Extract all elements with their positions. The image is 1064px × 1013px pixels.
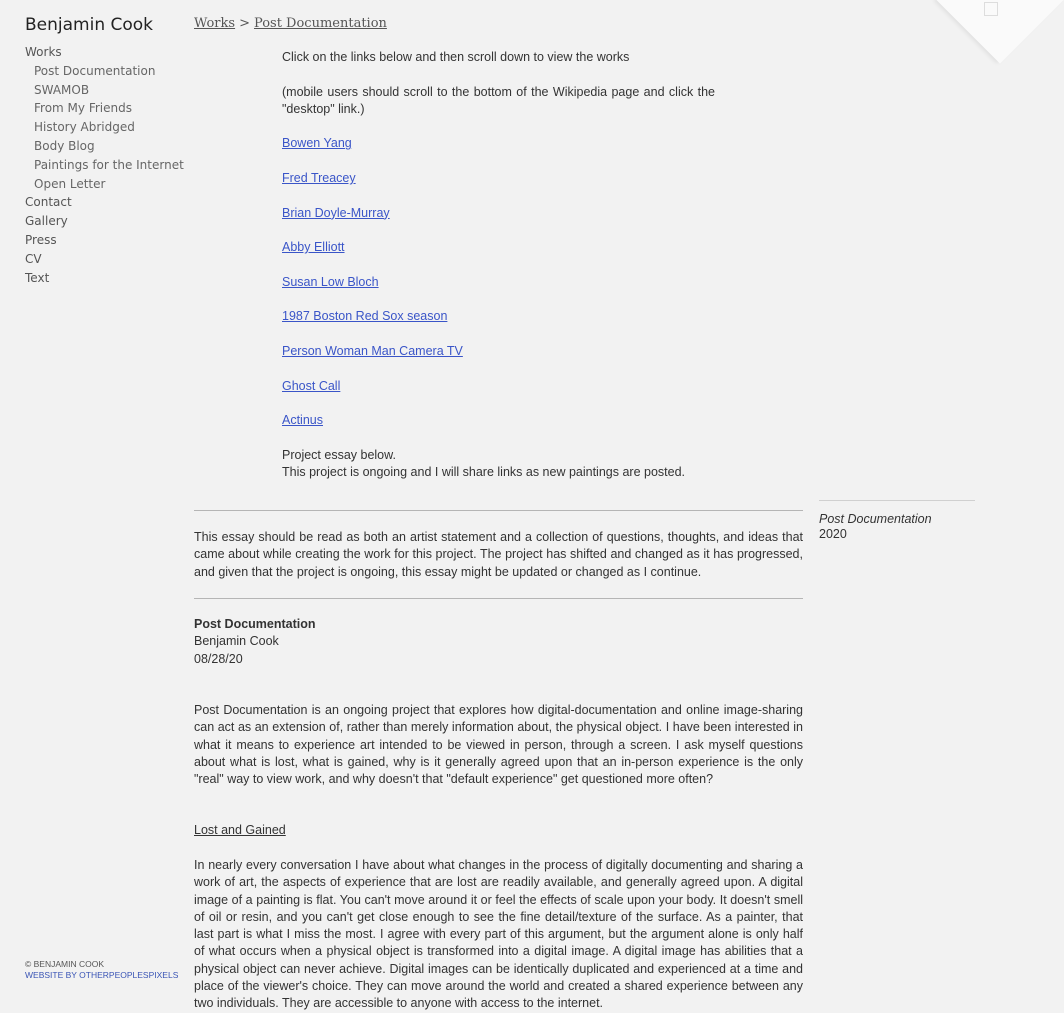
nav-item-paintings-for-the-internet[interactable]: Paintings for the Internet: [34, 157, 184, 172]
essay-title: Post Documentation: [194, 617, 316, 631]
link-1987-boston-red-sox-season[interactable]: 1987 Boston Red Sox season: [282, 309, 448, 324]
link-person-woman-man-camera-tv[interactable]: Person Woman Man Camera TV: [282, 344, 463, 359]
nav-item-from-my-friends[interactable]: From My Friends: [34, 101, 132, 116]
nav-item-open-letter[interactable]: Open Letter: [34, 176, 106, 191]
sidebar-footer: [25, 959, 178, 981]
link-brian-doyle-murray[interactable]: Brian Doyle-Murray: [282, 205, 390, 220]
intro-mobile-note: (mobile users should scroll to the bottom of the Wikipedia page and click the "desktop" link.): [282, 84, 715, 116]
page-curl-decoration: [936, 0, 1063, 64]
essay-author: Benjamin Cook: [194, 634, 279, 649]
link-fred-treacey[interactable]: Fred Treacey: [282, 171, 356, 186]
essay-preface: This essay should be read as both an artist statement and a collection of questions, thoughts, and ideas that came about while creating the work for this project. The project has shifted and changed as it has progressed, and given that the project is ongoing, this essay might be updated or changed as I continue.: [194, 530, 803, 579]
artwork-caption: [819, 512, 932, 542]
nav-item-press[interactable]: Press: [25, 232, 57, 247]
link-bowen-yang[interactable]: Bowen Yang: [282, 136, 352, 151]
caption-year: 2020: [819, 527, 847, 541]
breadcrumb-separator: >: [239, 16, 250, 31]
breadcrumb: [194, 16, 387, 31]
intro-instruction: Click on the links below and then scroll down to view the works: [282, 50, 630, 64]
caption-title: Post Documentation: [819, 512, 932, 526]
link-ghost-call[interactable]: Ghost Call: [282, 378, 341, 393]
section-title-text: Lost and Gained: [194, 823, 286, 837]
nav-item-swamob[interactable]: SWAMOB: [34, 82, 90, 97]
nav-item-text[interactable]: Text: [25, 270, 50, 285]
nav-item-history-abridged[interactable]: History Abridged: [34, 120, 135, 135]
nav-item-cv[interactable]: CV: [25, 251, 42, 266]
link-susan-low-bloch[interactable]: Susan Low Bloch: [282, 274, 379, 289]
intro-block: [282, 49, 715, 481]
intro-closing-line-2: This project is ongoing and I will share links as new paintings are posted.: [282, 465, 685, 480]
divider-caption: [819, 500, 975, 501]
section-title-lost-and-gained: [194, 822, 803, 839]
copyright-text: © BENJAMIN COOK: [25, 959, 104, 969]
essay-date: 08/28/20: [194, 651, 243, 666]
divider-essay-top: [194, 510, 803, 511]
site-title[interactable]: Benjamin Cook: [25, 15, 154, 35]
intro-closing-line-1: Project essay below.: [282, 447, 396, 462]
nav-item-contact[interactable]: Contact: [25, 195, 72, 210]
nav-item-gallery[interactable]: Gallery: [25, 214, 68, 229]
nav-item-works[interactable]: Works: [25, 45, 62, 59]
link-actinus[interactable]: Actinus: [282, 413, 323, 428]
divider-essay-heading: [194, 598, 803, 599]
essay-heading: [194, 616, 803, 668]
breadcrumb-current-link[interactable]: Post Documentation: [253, 16, 387, 31]
website-credit-link[interactable]: WEBSITE BY OTHERPEOPLESPIXELS: [25, 970, 179, 980]
nav-item-post-documentation[interactable]: Post Documentation: [34, 63, 156, 78]
breadcrumb-works-link[interactable]: Works: [194, 16, 236, 31]
essay-paragraph-1: Post Documentation is an ongoing project that explores how digital-documentation and online image-sharing can act as an extension of, rather than merely information about, the physical object. I have been interested in what it means to experience art intended to be viewed in person, through a screen. I ask myself questions about what is lost, what is gained, why is it generally agreed upon that an in-person experience is the only "real" way to view work, and why doesn't that "default experience" get questioned more often?: [194, 703, 803, 787]
nav-item-body-blog[interactable]: Body Blog: [34, 138, 95, 153]
opp-logo-icon[interactable]: [984, 2, 998, 16]
link-abby-elliott[interactable]: Abby Elliott: [282, 240, 345, 255]
essay-section-1-text: In nearly every conversation I have about what changes in the process of digitally documenting and sharing a work of art, the aspects of experience that are lost are readily available, and generally agreed upon. A digital image of a painting is flat. You can't move around it or feel the effects of scale upon your body. It doesn't smell of oil or resin, and you can't get close enough to see the fine detail/texture of the surface. As a painter, that last part is what I miss the most. I agree with every part of this argument, but the argument alone is only half of what occurs when a physical object is transformed into a digital image. A digital image has abilities that a physical object can never achieve. Digital images can be identically duplicated and experienced at a time and place of the viewer's choice. They can move around the world and created a shared experience between any two individuals. They are accessible to anyone with access to the internet.: [194, 858, 803, 1011]
corner-fold: [940, 0, 1000, 60]
sidebar-nav: [25, 43, 184, 287]
